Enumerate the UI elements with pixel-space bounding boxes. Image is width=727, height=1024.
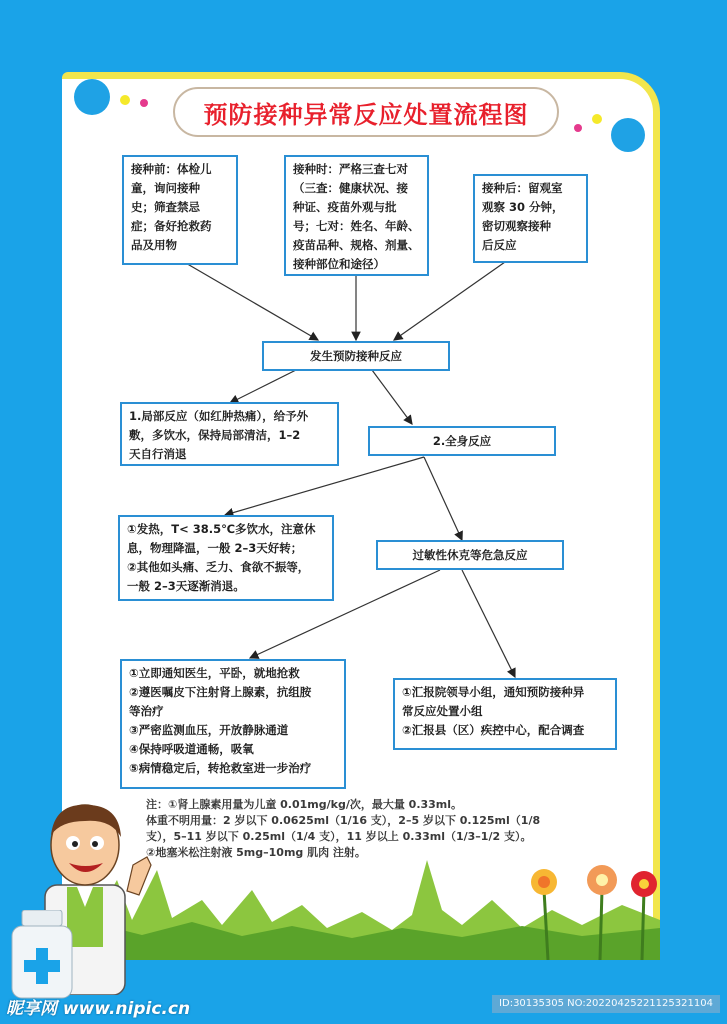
- node-rescue-steps: ①立即通知医生，平卧，就地抢救 ②遵医嘱皮下注射肾上腺素，抗组胺 等治疗 ③严密监测血压，开放静脉通道 ④保持呼吸道通畅，吸氧 ⑤病情稳定后，转抢救室进一步治疗: [120, 659, 346, 789]
- node-fever-management: ①发热，T< 38.5℃多饮水，注意休 息，物理降温，一般 2–3天好转； ②其他如头痛、乏力、食欲不振等， 一般 2–3天逐渐消退。: [118, 515, 334, 601]
- node-local-reaction: 1.局部反应（如红肿热痛），给予外 敷，多饮水，保持局部清洁，1–2 天自行消退: [120, 402, 339, 466]
- node-after-vaccination: 接种后：留观室 观察 30 分钟， 密切观察接种 后反应: [473, 174, 588, 263]
- medicine-bottle-icon: [8, 910, 76, 1000]
- arrow-systemic-to-anaphylaxis: [424, 457, 462, 540]
- arrow-anaphylaxis-to-report: [462, 570, 515, 677]
- node-before-vaccination: 接种前：体检儿 童，询问接种 史；筛查禁忌 症；备好抢救药 品及用物: [122, 155, 238, 265]
- dosage-note: 注：①肾上腺素用量为儿童 0.01mg/kg/次，最大量 0.33ml。 体重不明用量：2 岁以下 0.0625ml（1/16 支），2–5 岁以下 0.125ml（1/8 支），5–11 岁以下 0.25ml（1/4 支），11 岁以上 0.33ml（1/3–1/2 支）。 ②地塞米松注射液 5mg–10mg 肌肉 注射。: [146, 798, 541, 859]
- node-systemic-reaction: 2.全身反应: [368, 426, 556, 456]
- arrow-reaction-to-local: [230, 370, 296, 403]
- node-report-steps: ①汇报院领导小组，通知预防接种异 常反应处置小组 ②汇报县（区）疾控中心，配合调查: [393, 678, 617, 750]
- arrow-reaction-to-systemic: [372, 370, 412, 424]
- watermark-id: ID:30135305 NO:20220425221125321104: [492, 995, 720, 1013]
- node-reaction-occurs: 发生预防接种反应: [262, 341, 450, 371]
- node-during-vaccination: 接种时：严格三查七对 （三查：健康状况、接 种证、疫苗外观与批 号；七对：姓名、年龄、 疫苗品种、规格、剂量、 接种部位和途径）: [284, 155, 429, 276]
- watermark-site: 昵享网 www.nipic.cn: [6, 999, 191, 1019]
- page-title: 预防接种异常反应处置流程图: [173, 87, 559, 137]
- node-anaphylaxis: 过敏性休克等危急反应: [376, 540, 564, 570]
